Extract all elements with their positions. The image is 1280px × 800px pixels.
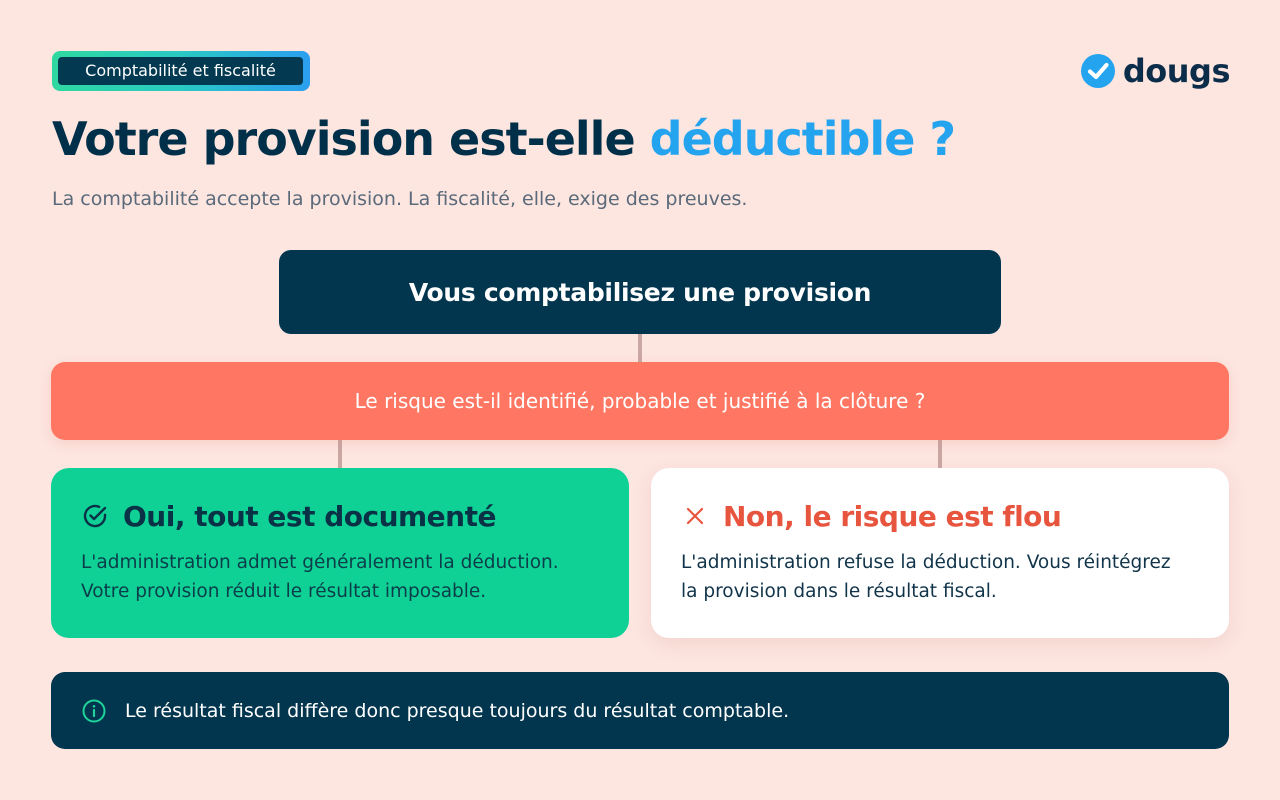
yes-card-line: Votre provision réduit le résultat imposable. [81, 581, 487, 602]
title-highlight: déductible ? [649, 112, 956, 166]
footer-note [51, 672, 1229, 749]
dougs-logo[interactable] [1081, 52, 1230, 90]
yes-card [51, 468, 629, 638]
page-title [52, 112, 955, 166]
no-card-body [681, 548, 1199, 606]
footer-text: Le résultat fiscal diffère donc presque toujours du résultat comptable. [125, 699, 790, 722]
check-circle-icon [81, 502, 109, 530]
no-card-title: Non, le risque est flou [723, 499, 1062, 533]
page-subtitle: La comptabilité accepte la provision. La fiscalité, elle, exige des preuves. [52, 188, 748, 210]
flow-start-box: Vous comptabilisez une provision [279, 250, 1001, 334]
yes-card-line: L'administration admet généralement la déduction. [81, 552, 559, 573]
no-card-line: la provision dans le résultat fiscal. [681, 581, 997, 602]
yes-card-title: Oui, tout est documenté [123, 499, 496, 533]
no-card-line: L'administration refuse la déduction. Vous réintégrez [681, 552, 1171, 573]
info-icon [81, 698, 107, 724]
no-card-header [681, 498, 1199, 534]
connector-start-question [638, 334, 642, 362]
flow-question-box: Le risque est-il identifié, probable et justifié à la clôture ? [51, 362, 1229, 440]
close-icon [681, 502, 709, 530]
check-circle-icon [1081, 54, 1115, 88]
logo-text: dougs [1122, 52, 1230, 90]
title-main: Votre provision est-elle [52, 112, 650, 166]
connector-question-yes [338, 440, 342, 468]
badge-label: Comptabilité et fiscalité [58, 57, 303, 85]
category-badge [52, 51, 312, 91]
no-card [651, 468, 1229, 638]
yes-card-body [81, 548, 599, 606]
yes-card-header [81, 498, 599, 534]
connector-question-no [938, 440, 942, 468]
